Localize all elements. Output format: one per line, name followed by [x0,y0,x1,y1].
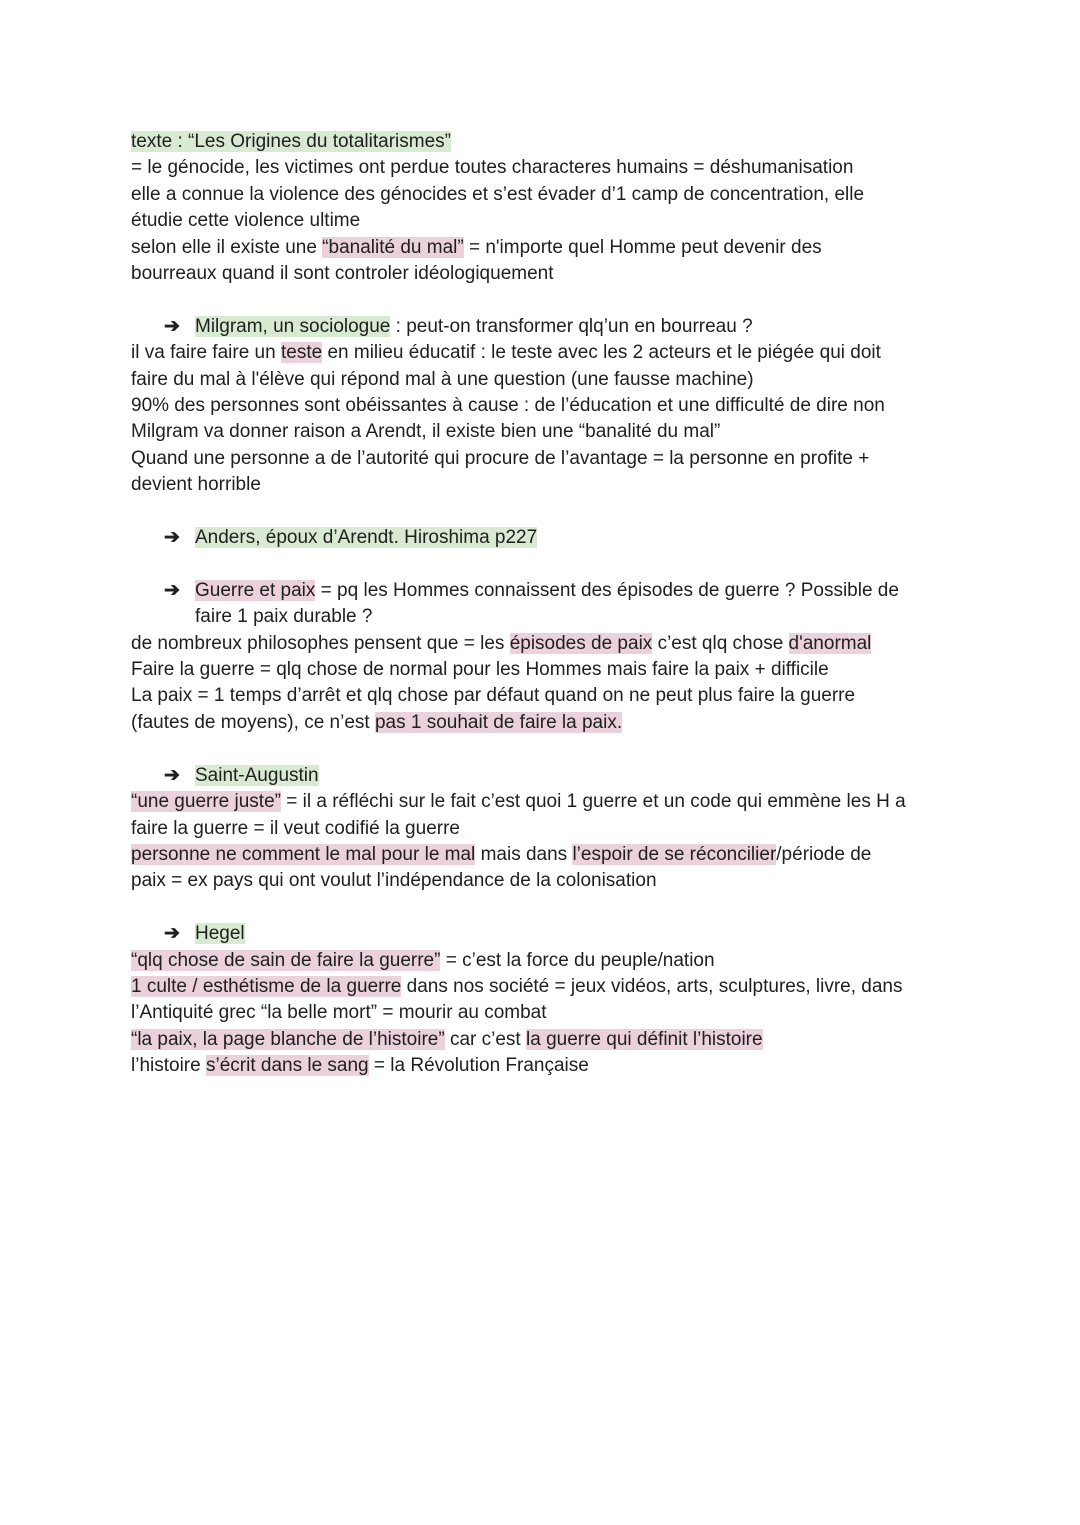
bullet-saint-augustin [131,763,961,789]
text-line: Milgram va donner raison a Arendt, il existe bien une “banalité du mal” [131,421,721,443]
highlight-pink: la guerre qui définit l’histoire [526,1028,763,1050]
text-line: “qlq chose de sain de faire la guerre” = c’est la force du peuple/nation [131,949,715,971]
text-line: “une guerre juste” = il a réfléchi sur le fait c’est quoi 1 guerre et un code qui emmène les H a [131,791,906,813]
bullet-anders [131,525,961,551]
highlight-pink: personne ne comment le mal pour le mal [131,843,476,865]
arrow-right-icon: ➔ [164,527,180,549]
text-line: il va faire faire un teste en milieu éducatif : le teste avec les 2 acteurs et le piégée qui doit [131,342,881,364]
highlight-pink: épisodes de paix [509,632,653,654]
arrow-right-icon: ➔ [164,923,180,945]
text-line: faire du mal à l'élève qui répond mal à une question (une fausse machine) [131,368,754,390]
highlight-green: Milgram, un sociologue [195,315,391,337]
highlight-pink: “banalité du mal” [322,236,464,258]
highlight-green: Anders, époux d’Arendt. Hiroshima p227 [195,527,538,549]
highlight-green: Saint-Augustin [195,764,319,786]
text-line: étudie cette violence ultime [131,210,361,232]
text-line: bourreaux quand il sont controler idéologiquement [131,263,554,285]
highlight-pink: Guerre et paix [195,579,316,601]
bullet-milgram: ➔ Milgram, un sociologue : peut-on transformer qlq’un en bourreau ? [131,314,961,340]
text-line: = le génocide, les victimes ont perdue toutes characteres humains = déshumanisation [131,157,854,179]
highlight-pink: “qlq chose de sain de faire la guerre” [131,949,441,971]
text-line: Quand une personne a de l’autorité qui procure de l’avantage = la personne en profite + [131,447,870,469]
text-line: 90% des personnes sont obéissantes à cause : de l’éducation et une difficulté de dire non [131,395,885,417]
highlight-pink: s’écrit dans le sang [205,1055,369,1077]
text-line: elle a connue la violence des génocides et s’est évader d’1 camp de concentration, elle [131,183,865,205]
text-line: faire la guerre = il veut codifié la guerre [131,817,460,839]
highlight-pink: “une guerre juste” [131,791,281,813]
text-title-line [131,129,961,155]
arrow-right-icon: ➔ [164,764,180,786]
highlight-green: texte : “Les Origines du totalitarismes” [131,131,451,152]
highlight-pink: d'anormal [788,632,872,654]
highlight-pink: pas 1 souhait de faire la paix. [374,711,623,733]
text-line: personne ne comment le mal pour le mal mais dans l’espoir de se réconcilier/période de [131,843,872,865]
arrow-right-icon: ➔ [164,315,180,337]
text-line: (fautes de moyens), ce n’est pas 1 souhait de faire la paix. [131,711,623,733]
highlight-green: Hegel [195,923,245,945]
highlight-pink: “la paix, la page blanche de l’histoire” [131,1028,445,1050]
text-line: paix = ex pays qui ont voulut l’indépendance de la colonisation [131,870,657,892]
notes-body [131,129,961,1080]
highlight-pink: teste [280,342,323,364]
bullet-hegel [131,921,961,947]
text-line: “la paix, la page blanche de l’histoire” car c’est la guerre qui définit l’histoire [131,1028,763,1050]
text-line: l’histoire s’écrit dans le sang = la Révolution Française [131,1055,589,1077]
text-line: La paix = 1 temps d’arrêt et qlq chose par défaut quand on ne peut plus faire la guerre [131,685,856,707]
text-line: Faire la guerre = qlq chose de normal pour les Hommes mais faire la paix + difficile [131,659,829,681]
text-line: 1 culte / esthétisme de la guerre dans nos société = jeux vidéos, arts, sculptures, livre, dans [131,975,903,997]
highlight-pink: 1 culte / esthétisme de la guerre [131,975,402,997]
text-line: l’Antiquité grec “la belle mort” = mourir au combat [131,1002,547,1024]
highlight-pink: l’espoir de se réconcilier [572,843,777,865]
text-line: devient horrible [131,474,261,496]
text-line: selon elle il existe une “banalité du mal” = n'importe quel Homme peut devenir des [131,236,822,258]
bullet-guerre-et-paix: ➔ Guerre et paix = pq les Hommes connaissent des épisodes de guerre ? Possible de [131,578,961,604]
arrow-right-icon: ➔ [164,579,180,601]
text-line: de nombreux philosophes pensent que = les épisodes de paix c’est qlq chose d'anormal [131,632,872,654]
text-line: faire 1 paix durable ? [195,606,373,628]
